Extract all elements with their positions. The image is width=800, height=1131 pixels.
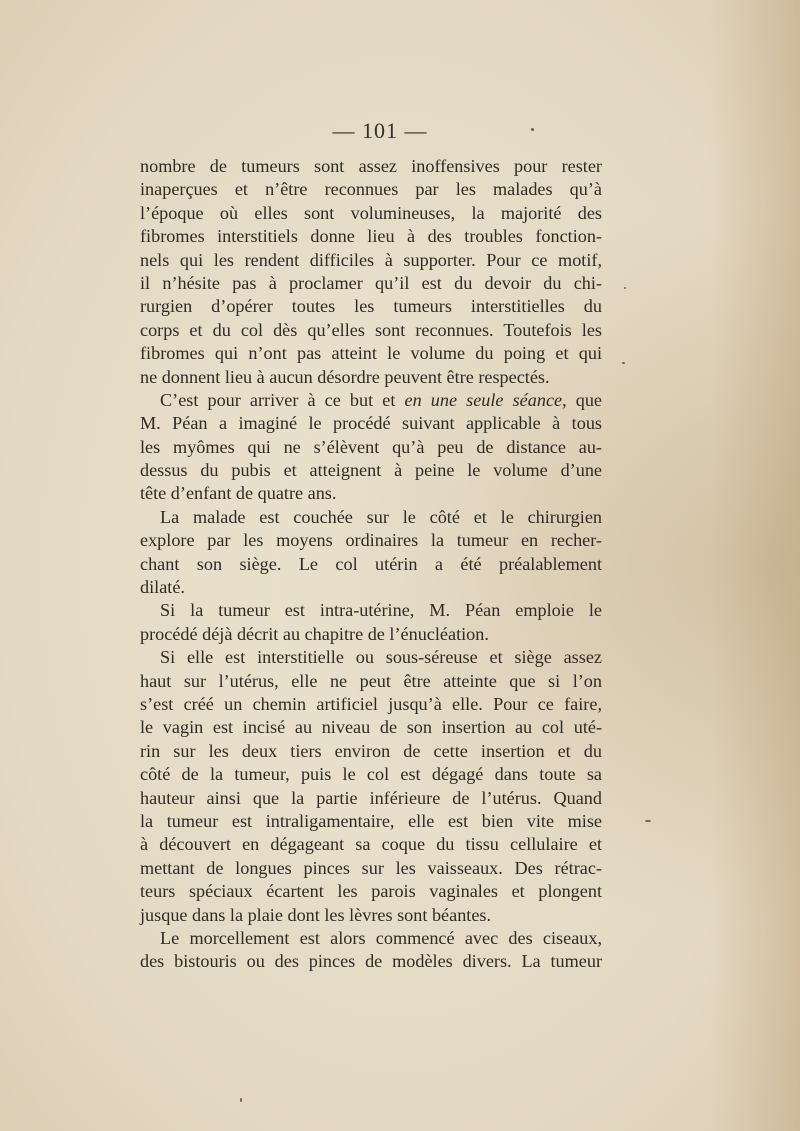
text-line-content: dessus du pubis et atteignent à peine le volume d’une (140, 460, 602, 481)
text-line (140, 412, 602, 435)
text-line-content: rurgien d’opérer toutes les tumeurs interstitielles du (140, 296, 602, 317)
text-line-content: corps et du col dès qu’elles sont reconnues. Toutefois les (140, 319, 602, 340)
text-line (140, 857, 602, 880)
paper-speck (240, 1098, 242, 1102)
text-line-content: nels qui les rendent difficiles à supporter. Pour ce motif, (140, 249, 602, 270)
text-line (140, 693, 602, 716)
text-line (140, 880, 602, 903)
text-line-content: Le morcellement est alors commencé avec des ciseaux, (160, 927, 602, 948)
text-line-content: le vagin est incisé au niveau de son insertion au col uté- (140, 717, 602, 738)
text-line-content: La malade est couchée sur le côté et le chirurgien (160, 506, 602, 527)
text-line (140, 272, 602, 295)
text-line (140, 178, 602, 201)
page-number: — 101 — (332, 118, 428, 143)
text-line (140, 670, 602, 693)
text-line (140, 459, 602, 482)
body-text (140, 155, 602, 974)
text-line (140, 599, 602, 622)
text-line-content: inaperçues et n’être reconnues par les malades qu’à (140, 179, 602, 200)
text-line-content: ne donnent lieu à aucun désordre peuvent être respectés. (140, 366, 550, 387)
text-line (140, 202, 602, 225)
text-line (140, 225, 602, 248)
text-line-content: la tumeur est intraligamentaire, elle est bien vite mise (140, 810, 602, 831)
paper-speck (531, 128, 534, 131)
text-line-continuation: , que (562, 389, 603, 410)
text-line-content: mettant de longues pinces sur les vaisseaux. Des rétrac- (140, 857, 602, 878)
text-line (140, 529, 602, 552)
text-line (140, 366, 602, 389)
paper-speck (622, 362, 625, 364)
text-line-content: haut sur l’utérus, elle ne peut être atteinte que si l’on (140, 670, 602, 691)
paper-speck (645, 820, 651, 822)
text-line-content: dilaté. (140, 577, 185, 598)
paper-speck (624, 287, 626, 289)
text-line (140, 319, 602, 342)
text-line-content: hauteur ainsi que la partie inférieure de l’utérus. Quand (140, 787, 602, 808)
text-line (140, 927, 602, 950)
text-line-content: côté de la tumeur, puis le col est dégagé dans toute sa (140, 764, 602, 785)
text-line (140, 904, 602, 927)
text-line (140, 576, 602, 599)
text-line-content: les myômes qui ne s’élèvent qu’à peu de distance au- (140, 436, 602, 457)
text-line (140, 389, 602, 412)
text-line (140, 623, 602, 646)
text-line (140, 787, 602, 810)
text-line-content: M. Péan a imaginé le procédé suivant applicable à tous (140, 413, 602, 434)
text-line-content: l’époque où elles sont volumineuses, la majorité des (140, 202, 602, 223)
text-line (140, 740, 602, 763)
text-line-content: C’est pour arriver à ce but et (160, 389, 405, 410)
text-line (140, 295, 602, 318)
text-line-content: Si la tumeur est intra-utérine, M. Péan emploie le (160, 600, 602, 621)
page-edge-shadow (710, 0, 800, 1131)
text-line (140, 646, 602, 669)
text-line (140, 716, 602, 739)
text-line-content: fibromes interstitiels donne lieu à des troubles fonction- (140, 226, 602, 247)
text-line-content: à découvert en dégageant sa coque du tissu cellulaire et (140, 834, 602, 855)
text-line (140, 763, 602, 786)
text-line (140, 249, 602, 272)
text-line (140, 342, 602, 365)
text-line-content: tête d’enfant de quatre ans. (140, 483, 337, 504)
text-line (140, 155, 602, 178)
text-line-content: rin sur les deux tiers environ de cette insertion et du (140, 740, 602, 761)
text-line (140, 436, 602, 459)
text-line (140, 506, 602, 529)
text-line-content: il n’hésite pas à proclamer qu’il est du devoir du chi- (140, 272, 602, 293)
italic-phrase: en une seule séance (404, 389, 563, 410)
text-line (140, 482, 602, 505)
text-line-content: procédé déjà décrit au chapitre de l’énucléation. (140, 623, 489, 644)
text-line-content: s’est créé un chemin artificiel jusqu’à elle. Pour ce faire, (140, 693, 602, 714)
text-line-content: jusque dans la plaie dont les lèvres sont béantes. (140, 904, 492, 925)
text-line (140, 833, 602, 856)
text-line-content: Si elle est interstitielle ou sous-séreuse et siège assez (160, 647, 602, 668)
text-line-content: des bistouris ou des pinces de modèles divers. La tumeur (140, 951, 602, 972)
text-line (140, 950, 602, 973)
text-line (140, 553, 602, 576)
text-line-content: nombre de tumeurs sont assez inoffensives pour rester (140, 156, 602, 176)
text-line-content: chant son siège. Le col utérin a été préalablement (140, 553, 602, 574)
text-line (140, 810, 602, 833)
text-line-content: explore par les moyens ordinaires la tumeur en recher- (140, 530, 602, 551)
text-line-content: fibromes qui n’ont pas atteint le volume du poing et qui (140, 343, 602, 364)
text-line-content: teurs spéciaux écartent les parois vaginales et plongent (140, 881, 602, 902)
